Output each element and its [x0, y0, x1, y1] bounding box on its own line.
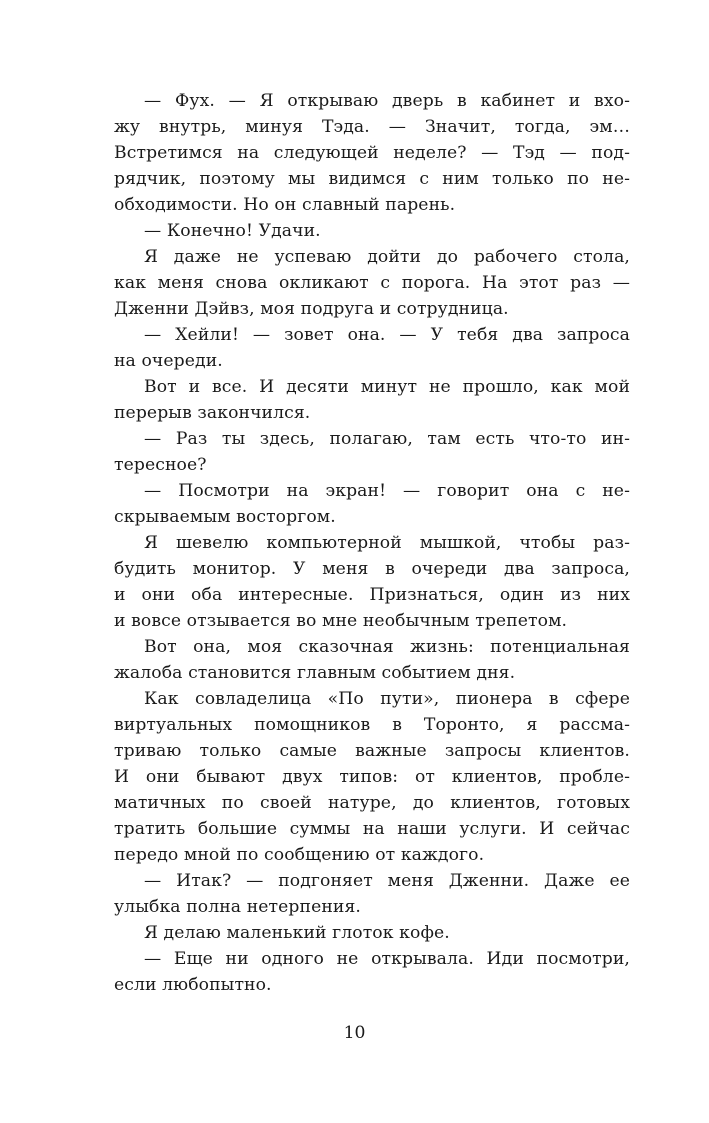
- text-line: и они оба интересные. Признаться, один из них: [114, 585, 630, 605]
- text-line: Как совладелица «По пути», пионера в сфере: [144, 689, 630, 709]
- text-line: Я делаю маленький глоток кофе.: [144, 923, 450, 943]
- text-line: тратить большие суммы на наши услуги. И сейчас: [114, 819, 630, 839]
- text-line: — Фух. — Я открываю дверь в кабинет и вхо-: [144, 91, 630, 111]
- text-line: — Итак? — подгоняет меня Дженни. Даже ее: [144, 871, 630, 891]
- text-line: обходимости. Но он славный парень.: [114, 195, 456, 215]
- text-line: И они бывают двух типов: от клиентов, пробле-: [114, 767, 630, 787]
- text-line: улыбка полна нетерпения.: [114, 897, 361, 917]
- text-line: жалоба становится главным событием дня.: [114, 663, 516, 683]
- text-line: как меня снова окликают с порога. На этот раз —: [114, 273, 630, 293]
- text-line: скрываемым восторгом.: [114, 507, 336, 527]
- text-line: рядчик, поэтому мы видимся с ним только по не-: [114, 169, 630, 189]
- text-line: триваю только самые важные запросы клиентов.: [114, 741, 630, 761]
- text-line: если любопытно.: [114, 975, 272, 995]
- text-line: — Еще ни одного не открывала. Иди посмотри,: [144, 949, 630, 969]
- body-text: [114, 88, 630, 998]
- text-line: — Посмотри на экран! — говорит она с не-: [144, 481, 630, 501]
- text-line: и вовсе отзывается во мне необычным трепетом.: [114, 611, 568, 631]
- text-line: — Конечно! Удачи.: [144, 221, 321, 241]
- text-line: Дженни Дэйвз, моя подруга и сотрудница.: [114, 299, 509, 319]
- text-line: будить монитор. У меня в очереди два запроса,: [114, 559, 630, 579]
- text-line: передо мной по сообщению от каждого.: [114, 845, 485, 865]
- text-line: Я шевелю компьютерной мышкой, чтобы раз-: [144, 533, 630, 553]
- text-line: — Хейли! — зовет она. — У тебя два запроса: [144, 325, 630, 345]
- text-line: виртуальных помощников в Торонто, я рассма-: [114, 715, 630, 735]
- text-line: тересное?: [114, 455, 207, 475]
- text-line: — Раз ты здесь, полагаю, там есть что-то ин-: [144, 429, 630, 449]
- text-line: Я даже не успеваю дойти до рабочего стола,: [144, 247, 630, 267]
- text-line: Встретимся на следующей неделе? — Тэд — под-: [114, 143, 630, 163]
- text-line: перерыв закончился.: [114, 403, 311, 423]
- text-line: жу внутрь, минуя Тэда. — Значит, тогда, эм…: [114, 117, 630, 137]
- text-line: Вот и все. И десяти минут не прошло, как мой: [144, 377, 630, 397]
- page-number: 10: [343, 1023, 366, 1043]
- text-line: Вот она, моя сказочная жизнь: потенциальная: [144, 637, 630, 657]
- text-line: матичных по своей натуре, до клиентов, готовых: [114, 793, 630, 813]
- text-line: на очереди.: [114, 351, 223, 371]
